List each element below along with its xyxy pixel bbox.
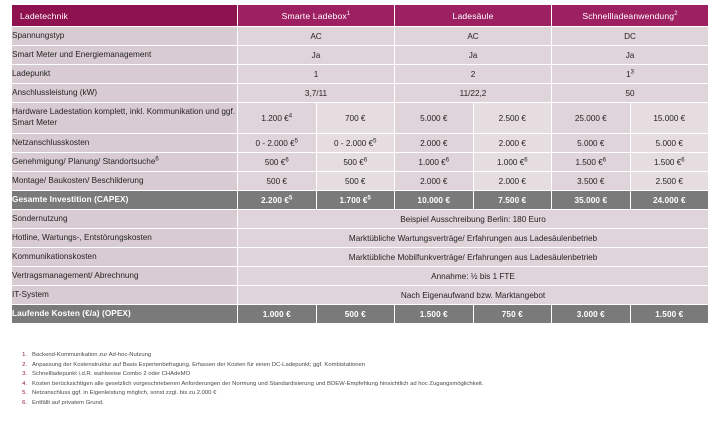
data-cell: 11/22,2 — [395, 84, 552, 103]
row-label: Smart Meter und Energiemanagement — [12, 46, 238, 65]
header-cell-smarte-ladebox — [238, 5, 395, 27]
data-cell-spanning: Nach Eigenaufwand bzw. Marktangebot — [238, 286, 709, 305]
row-label: Anschlussleistung (kW) — [12, 84, 238, 103]
header-title-2: Schnellladeanwendung — [582, 10, 675, 21]
table-row — [12, 305, 709, 324]
row-label: Hardware Ladestation komplett, inkl. Kommunikation und ggf. Smart Meter — [12, 103, 238, 134]
cell-sup: 6 — [602, 156, 607, 163]
footnote-item — [11, 399, 716, 409]
data-cell: 500 € — [238, 172, 317, 191]
data-cell: AC — [238, 27, 395, 46]
data-cell: AC — [395, 27, 552, 46]
data-cell: 35.000 € — [552, 191, 631, 210]
data-cell: 2.500 € — [630, 172, 709, 191]
data-cell: 1.200 €$^4$ — [238, 103, 317, 134]
data-cell: 750 € — [473, 305, 552, 324]
data-cell: 2 — [395, 65, 552, 84]
footnote-number: 4. — [22, 380, 27, 387]
data-cell: 3,7/11 — [238, 84, 395, 103]
cell-sup: 5 — [289, 194, 293, 201]
data-cell: 2.000 € — [395, 172, 474, 191]
row-label: IT-System — [12, 286, 238, 305]
table-row — [12, 191, 709, 210]
data-cell: 500 €$^6$ — [316, 153, 395, 172]
data-cell: 1 — [238, 65, 395, 84]
data-cell-spanning: Beispiel Ausschreibung Berlin: 180 Euro — [238, 210, 709, 229]
header-title-0: Smarte Ladebox — [281, 10, 347, 21]
table-row — [12, 103, 709, 134]
footnote-item — [11, 389, 716, 399]
row-label: Sondernutzung — [12, 210, 238, 229]
row-label: Genehmigung/ Planung/ Standortsuche$^6$ — [12, 153, 238, 172]
table-row — [12, 46, 709, 65]
table-row — [12, 229, 709, 248]
table-row — [12, 248, 709, 267]
cell-sup: 6 — [445, 156, 450, 163]
table-row — [12, 134, 709, 153]
table-row — [12, 84, 709, 103]
cell-sup: 5 — [367, 194, 371, 201]
footnote-text: Anpassung der Kostenstruktur auf Basis Expertenbefragung. Erfassen der Kosten für einen DC-Ladepunkt; ggf. Kombistationen — [32, 361, 366, 368]
data-cell: 24.000 € — [630, 191, 709, 210]
charging-technology-cost-table — [11, 4, 709, 324]
footnote-item — [11, 380, 716, 390]
cell-sup: 6 — [285, 156, 289, 163]
data-cell: 1.500 € — [395, 305, 474, 324]
data-cell: 1.500 € — [630, 305, 709, 324]
data-cell: 5.000 € — [630, 134, 709, 153]
row-label: Netzanschlusskosten — [12, 134, 238, 153]
data-cell: 1.000 €$^6$ — [473, 153, 552, 172]
data-cell: 10.000 € — [395, 191, 474, 210]
data-cell: Ja — [395, 46, 552, 65]
row-label: Laufende Kosten (€/a) (OPEX) — [12, 305, 238, 324]
data-cell-spanning: Marktübliche Mobilfunkverträge/ Erfahrungen aus Ladesäulenbetrieb — [238, 248, 709, 267]
data-cell: 50 — [552, 84, 709, 103]
cell-sup: 5 — [373, 137, 377, 144]
cell-sup: 6 — [363, 156, 368, 163]
row-label: Ladepunkt — [12, 65, 238, 84]
row-label: Gesamte Investition (CAPEX) — [12, 191, 238, 210]
data-cell: 25.000 € — [552, 103, 631, 134]
data-cell: 1.700 €$^5$ — [316, 191, 395, 210]
row-label: Spannungstyp — [12, 27, 238, 46]
data-cell: 5.000 € — [552, 134, 631, 153]
table-row — [12, 27, 709, 46]
table-row — [12, 210, 709, 229]
data-cell: 2.000 € — [395, 134, 474, 153]
data-cell: 2.000 € — [473, 134, 552, 153]
footnote-item — [11, 361, 716, 371]
data-cell: 2.200 €$^5$ — [238, 191, 317, 210]
table-row — [12, 267, 709, 286]
header-cell-ladesaeule — [395, 5, 552, 27]
footnote-number: 2. — [22, 361, 27, 368]
cell-sup: 6 — [681, 156, 685, 163]
data-cell: Ja — [238, 46, 395, 65]
cell-sup: 6 — [524, 156, 528, 163]
footnote-text: Backend-Kommunikation zur Ad-hoc-Nutzung — [32, 352, 152, 358]
table-header-row — [12, 5, 709, 27]
data-cell-spanning: Marktübliche Wartungsverträge/ Erfahrungen aus Ladesäulenbetrieb — [238, 229, 709, 248]
footnote-number: 3. — [22, 371, 27, 378]
data-cell: 1.000 € — [238, 305, 317, 324]
data-cell: 500 € — [316, 305, 395, 324]
footnote-number: 1. — [22, 352, 27, 358]
data-cell: 500 € — [316, 172, 395, 191]
data-cell: 3.000 € — [552, 305, 631, 324]
header-cell-schnellladeanwendung — [552, 5, 709, 27]
data-cell: $1^3$ — [552, 65, 709, 84]
footnote-text: Kosten berücksichtigen alle gesetzlich vorgeschriebenen Anforderungen der Normung und Standardisierung und BDEW-Empfehlung hinsichtlich ad hoc Zugangsmöglichkeit. — [32, 380, 484, 387]
table-row — [12, 172, 709, 191]
header-sup-2: 2 — [674, 10, 678, 17]
header-title-1: Ladesäule — [452, 10, 494, 21]
table-body — [12, 27, 709, 324]
data-cell: 500 €$^6$ — [238, 153, 317, 172]
cell-sup: 3 — [630, 68, 634, 75]
data-cell: 2.000 € — [473, 172, 552, 191]
cell-sup: 4 — [288, 112, 293, 119]
footnote-item — [11, 370, 716, 380]
data-cell: 0 - 2.000 €$^5$ — [238, 134, 317, 153]
footnote-text: Entfällt auf privatem Grund. — [32, 399, 104, 406]
row-label: Hotline, Wartungs-, Entstörungskosten — [12, 229, 238, 248]
cell-sup: 5 — [294, 137, 298, 144]
data-cell: 2.500 € — [473, 103, 552, 134]
footnote-text: Netzanschluss ggf. in Eigenleistung möglich, sonst zzgl. bis zu 2.000 € — [32, 390, 217, 397]
footnotes-list — [11, 351, 716, 408]
data-cell: 1.000 €$^6$ — [395, 153, 474, 172]
table-row — [12, 286, 709, 305]
data-cell: 15.000 € — [630, 103, 709, 134]
data-cell: DC — [552, 27, 709, 46]
data-cell-spanning: Annahme: ½ bis 1 FTE — [238, 267, 709, 286]
data-cell: Ja — [552, 46, 709, 65]
footnote-text: Schnellladepunkt i.d.R. wahlweise Combo 2 oder CHAdeMO — [32, 371, 191, 378]
header-cell-ladetechnik: Ladetechnik — [12, 5, 238, 27]
table-row — [12, 153, 709, 172]
row-label: Kommunikationskosten — [12, 248, 238, 267]
row-label: Vertragsmanagement/ Abrechnung — [12, 267, 238, 286]
data-cell: 1.500 €$^6$ — [630, 153, 709, 172]
data-cell: 1.500 €$^6$ — [552, 153, 631, 172]
table-row — [12, 65, 709, 84]
row-label: Montage/ Baukosten/ Beschilderung — [12, 172, 238, 191]
data-cell: 700 € — [316, 103, 395, 134]
row-label-sup: 6 — [155, 155, 159, 162]
data-cell: 7.500 € — [473, 191, 552, 210]
data-cell: 0 - 2.000 €$^5$ — [316, 134, 395, 153]
footnote-item — [11, 351, 716, 361]
data-cell: 3.500 € — [552, 172, 631, 191]
footnote-number: 6. — [22, 399, 27, 406]
header-sup-0: 1 — [346, 10, 351, 17]
data-cell: 5.000 € — [395, 103, 474, 134]
footnote-number: 5. — [22, 390, 27, 397]
